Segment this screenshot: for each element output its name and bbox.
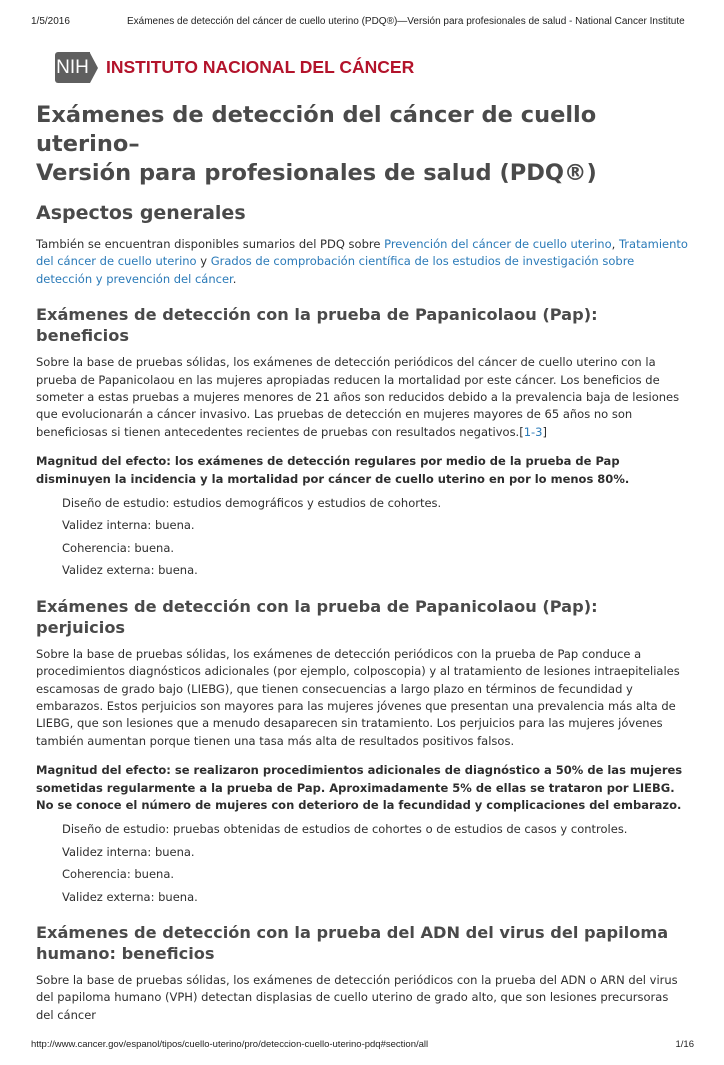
body-text: Sobre la base de pruebas sólidas, los exámenes de detección periódicos del cáncer de cuello uterino con la prueba de Papanicolaou en las mujeres apropiadas reducen la mortalidad por este cáncer. Los beneficios de someter a estas pruebas a mujeres menores de 21 años son reducidos debido a la prevalencia baja de lesiones que evolucionarán a cáncer invasivo. Las pruebas de detección en mujeres mayores de 65 años no son beneficiosas si tienen antecedentes recientes de pruebas con resultados negativos. (36, 355, 680, 439)
evidence-item: Coherencia: buena. (62, 540, 175, 555)
separator: y (196, 254, 211, 269)
evidence-item: Validez interna: buena. (62, 844, 195, 859)
print-date: 1/5/2016 (31, 16, 70, 27)
nih-logo-mark: NIH (55, 52, 90, 83)
title-line-1: Exámenes de detección del cáncer de cuello uterino– (36, 102, 597, 157)
period: . (232, 271, 237, 286)
separator: , (611, 237, 619, 251)
nci-logo[interactable] (55, 52, 724, 83)
evidence-item: Diseño de estudio: estudios demográficos y estudios de cohortes. (62, 496, 442, 511)
page-title (36, 101, 688, 188)
section-heading: Exámenes de detección con la prueba de Papanicolaou (Pap): beneficios (36, 305, 598, 346)
magnitude-statement: Magnitud del efecto: se realizaron procedimientos adicionales de diagnóstico a 50% de las mujeres sometidas regularmente a la prueba de Pap. Aproximadamente 5% de ellas se trataron por LIEBG. No se conoce el número de mujeres con deterioro de la fecundidad y complicaciones del embarazo. (36, 763, 683, 812)
evidence-item: Validez interna: buena. (62, 518, 195, 533)
evidence-item: Validez externa: buena. (62, 563, 198, 578)
link-grados[interactable]: Grados de comprobación científica de los estudios de investigación sobre detección y prevención del cáncer (36, 254, 635, 286)
bracket: ] (542, 424, 548, 439)
section-body: Sobre la base de pruebas sólidas, los exámenes de detección periódicos con la prueba de Pap conduce a procedimientos diagnósticos adicionales (por ejemplo, colposcopia) y al tratamiento de lesiones intraepiteliales escamosas de grado bajo (LIEBG), que tienen consecuencias a largo plazo en términos de fecundidad y embarazos. Estos perjuicios son mayores para las mujeres jóvenes que presentan una prevalencia más alta de LIEBG, que son lesiones que a menudo desaparecen sin tratamiento. Los perjuicios para las mujeres jóvenes también aumentan porque tienen una tasa más alta de resultados positivos falsos. (36, 646, 680, 748)
evidence-item: Diseño de estudio: pruebas obtenidas de estudios de cohortes o de estudios de casos y controles. (62, 822, 628, 837)
article (36, 101, 688, 1031)
section-body (36, 354, 688, 441)
link-prevencion[interactable]: Prevención del cáncer de cuello uterino (384, 237, 612, 251)
print-header (0, 16, 724, 30)
bracket: [ (519, 424, 524, 439)
logo-text: INSTITUTO NACIONAL DEL CÁNCER (106, 57, 415, 77)
link-tratamiento[interactable]: Tratamiento del cáncer de cuello uterino (36, 237, 688, 269)
title-line-2: Versión para profesionales de salud (PDQ®) (36, 160, 597, 186)
print-footer (0, 1031, 724, 1053)
chevron-icon (90, 53, 98, 83)
section-heading: Exámenes de detección con la prueba del ADN del virus del papiloma humano: beneficios (36, 922, 669, 963)
page-url: http://www.cancer.gov/espanol/tipos/cuello-uterino/pro/deteccion-cuello-uterino-pdq#section/all (31, 1039, 429, 1051)
reference-link[interactable]: 1-3 (523, 424, 543, 439)
evidence-item: Coherencia: buena. (62, 867, 175, 882)
overview-heading: Aspectos generales (36, 202, 246, 224)
page-number: 1/16 (675, 1039, 694, 1051)
intro-text: También se encuentran disponibles sumarios del PDQ sobre (36, 237, 385, 251)
print-title: Exámenes de detección del cáncer de cuello uterino (PDQ®)—Versión para profesionales de salud - National Cancer Institute (127, 16, 685, 27)
evidence-item: Validez externa: buena. (62, 889, 198, 904)
overview-paragraph (36, 236, 688, 288)
section-body: Sobre la base de pruebas sólidas, los exámenes de detección periódicos con la prueba del ADN o ARN del virus del papiloma humano (VPH) detectan displasias de cuello uterino de grado alto, que son lesiones precursoras del cáncer (36, 972, 678, 1022)
section-heading: Exámenes de detección con la prueba de Papanicolaou (Pap): perjuicios (36, 596, 598, 637)
magnitude-statement: Magnitud del efecto: los exámenes de detección regulares por medio de la prueba de Pap disminuyen la incidencia y la mortalidad por cáncer de cuello uterino en por lo menos 80%. (36, 454, 630, 486)
